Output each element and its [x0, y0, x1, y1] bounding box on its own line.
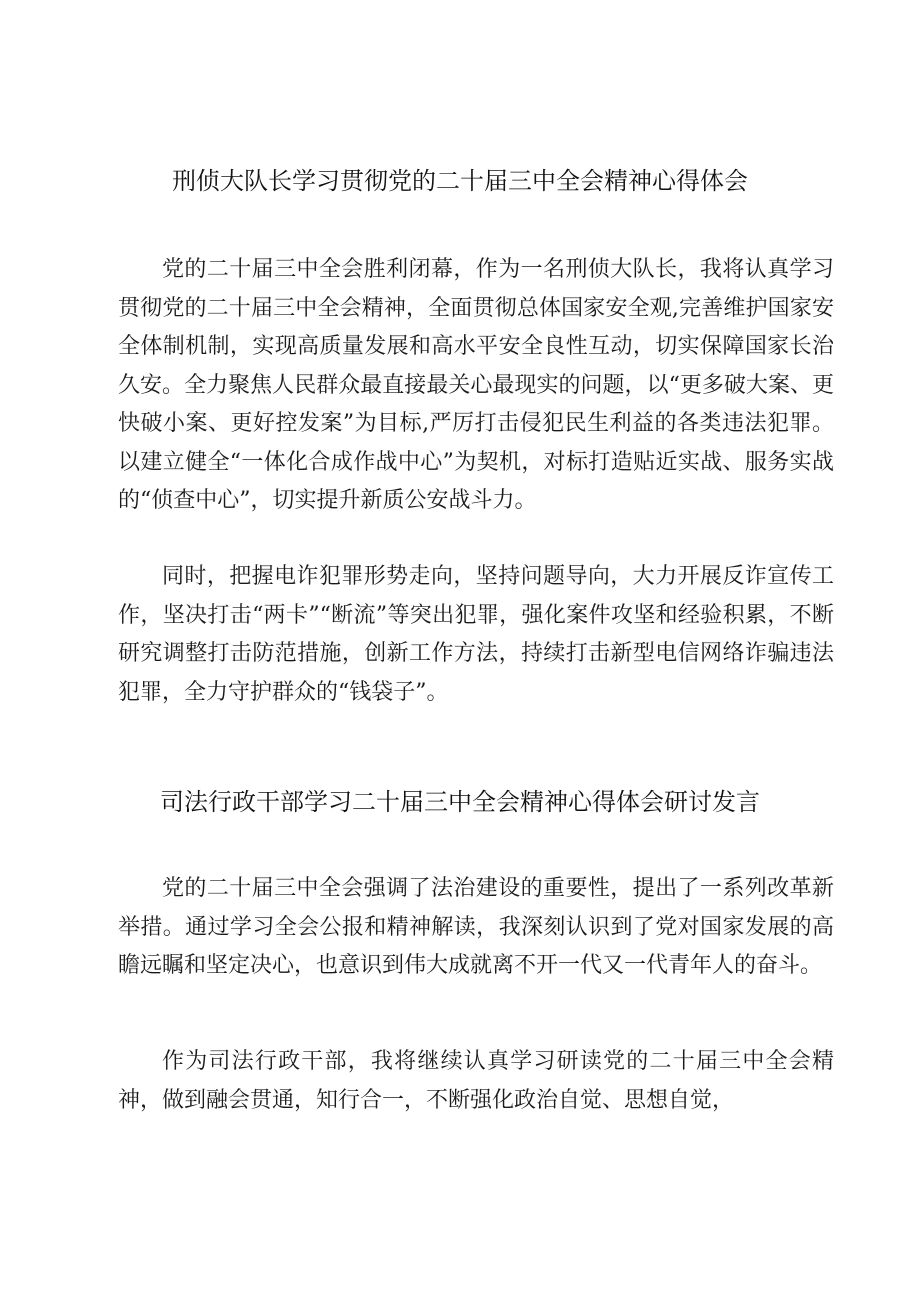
- article-2-paragraph-2: 作为司法行政干部，我将继续认真学习研读党的二十届三中全会精神，做到融会贯通，知行合一，不断强化政治自觉、思想自觉，: [118, 1049, 834, 1113]
- article-1-paragraph-1: 党的二十届三中全会胜利闭幕，作为一名刑侦大队长，我将认真学习贯彻党的二十届三中全会精神，全面贯彻总体国家安全观,完善维护国家安全体制机制，实现高质量发展和高水平安全良性互动，切实保障国家长治久安。全力聚焦人民群众最直接最关心最现实的问题，以“更多破大案、更快破小案、更好控发案”为目标,严厉打击侵犯民生利益的各类违法犯罪。以建立健全“一体化合成作战中心”为契机，对标打造贴近实战、服务实战的“侦查中心”，切实提升新质公安战斗力。: [118, 257, 834, 513]
- article-2-paragraph-1: 党的二十届三中全会强调了法治建设的重要性，提出了一系列改革新举措。通过学习全会公报和精神解读，我深刻认识到了党对国家发展的高瞻远瞩和坚定决心，也意识到伟大成就离不开一代又一代青年人的奋斗。: [118, 876, 834, 978]
- article-2-title: 司法行政干部学习二十届三中全会精神心得体会研讨发言: [160, 788, 760, 816]
- article-1-title: 刑侦大队长学习贯彻党的二十届三中全会精神心得体会: [172, 167, 748, 195]
- article-1-paragraph-2: 同时，把握电诈犯罪形势走向，坚持问题导向，大力开展反诈宣传工作，坚决打击“两卡”“断流”等突出犯罪，强化案件攻坚和经验积累，不断研究调整打击防范措施，创新工作方法，持续打击新型电信网络诈骗违法犯罪，全力守护群众的“钱袋子”。: [118, 564, 834, 705]
